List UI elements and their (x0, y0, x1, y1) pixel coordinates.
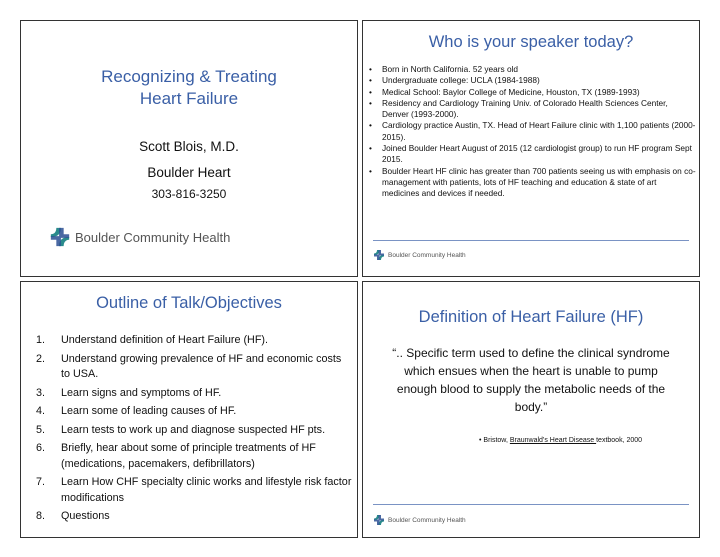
item-number: 4. (36, 405, 46, 417)
list-item: • Boulder Heart HF clinic has greater than 700 patients seeing us with emphasis on co-management with patients, lots of HF teaching and education & state of art medicines and devices if needed. (366, 166, 696, 200)
definition-citation (479, 437, 642, 444)
list-item (31, 441, 353, 472)
speaker-org: Boulder Heart (147, 165, 231, 180)
item-text: Learn signs and symptoms of HF. (61, 386, 222, 399)
item-text: Briefly, hear about some of principle treatments of HF (medications, pacemakers, defibrillators) (61, 442, 316, 470)
item-number: 6. (36, 442, 46, 454)
list-item: • Born in North California. 52 years old (366, 64, 696, 75)
list-item (31, 423, 353, 439)
citation-source: Braunwald’s Heart Disease (509, 437, 597, 444)
bullet-icon: • (479, 437, 484, 444)
boulder-community-health-logo (373, 514, 466, 526)
list-item: • Undergraduate college: UCLA (1984-1988) (366, 75, 696, 86)
footer-divider (373, 504, 689, 505)
item-number: 3. (36, 386, 46, 399)
slide-title-outline: Outline of Talk/Objectives (96, 294, 282, 312)
logo-cross-icon (373, 514, 385, 526)
item-number: 1. (36, 334, 46, 346)
item-number: 5. (36, 423, 46, 436)
logo-cross-icon (373, 249, 385, 261)
list-item (31, 333, 353, 349)
slide-title-definition: Definition of Heart Failure (HF) (418, 308, 644, 326)
slide-outline (20, 281, 358, 538)
citation-suffix: textbook, 2000 (596, 437, 643, 444)
footer-divider (373, 240, 689, 241)
boulder-community-health-logo (49, 226, 230, 248)
item-text: Learn tests to work up and diagnose suspected HF pts. (61, 423, 326, 436)
item-number: 8. (36, 510, 46, 522)
title-line-1: Recognizing & Treating (101, 67, 277, 86)
item-number: 2. (36, 352, 46, 365)
item-text: Learn How CHF specialty clinic works and lifestyle risk factor modifications (61, 476, 352, 504)
slide-speaker (362, 20, 700, 277)
list-item: • Joined Boulder Heart August of 2015 (12 cardiologist group) to run HF program Sept 2015. (366, 143, 696, 166)
list-item: • Medical School: Baylor College of Medicine, Houston, TX (1989-1993) (366, 87, 696, 98)
list-item (31, 352, 353, 383)
list-item: • Cardiology practice Austin, TX. Head of Heart Failure clinic with 1,100 patients (2000-2015). (366, 120, 696, 143)
logo-text: Boulder Community Health (75, 229, 231, 245)
logo-cross-icon (49, 226, 71, 248)
presentation-title (21, 66, 357, 110)
title-line-2: Heart Failure (139, 89, 239, 108)
slide-definition (362, 281, 700, 538)
objectives-list (31, 333, 353, 528)
speaker-name: Scott Blois, M.D. (139, 139, 239, 154)
slide-title-speaker: Who is your speaker today? (428, 33, 634, 51)
boulder-community-health-logo (373, 249, 466, 261)
item-text: Understand definition of Heart Failure (HF). (61, 334, 269, 346)
item-number: 7. (36, 476, 46, 488)
item-text: Questions (61, 510, 110, 522)
logo-text: Boulder Community Health (388, 516, 466, 524)
citation-author: Bristow, (483, 437, 510, 444)
item-text: Understand growing prevalence of HF and economic costs to USA. (61, 352, 342, 380)
item-text: Learn some of leading causes of HF. (61, 405, 237, 417)
slide-title (20, 20, 358, 277)
list-item: • Residency and Cardiology Training Univ. of Colorado Health Sciences Center, Denver (1993-2000). (366, 98, 696, 121)
speaker-phone: 303-816-3250 (151, 187, 227, 201)
list-item (31, 386, 353, 402)
list-item (31, 475, 353, 506)
list-item (31, 404, 353, 420)
logo-text: Boulder Community Health (388, 251, 466, 259)
list-item (31, 509, 353, 525)
speaker-bio-list (366, 64, 696, 200)
definition-quote: “.. Specific term used to define the clinical syndrome which ensues when the heart is unable to pump enough blood to supply the metabolic needs of the body.” (392, 346, 670, 414)
